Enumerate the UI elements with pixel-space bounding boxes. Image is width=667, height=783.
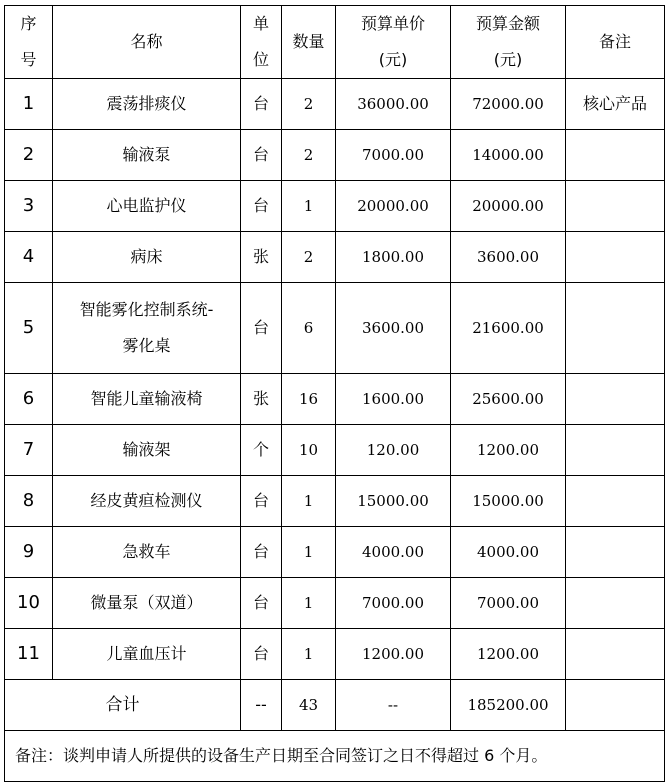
cell-qty: 2 — [282, 79, 336, 130]
cell-price: 1800.00 — [336, 232, 451, 283]
cell-qty: 1 — [282, 578, 336, 629]
cell-seq: 1 — [5, 79, 53, 130]
total-remark — [566, 680, 665, 731]
header-seq: 序 号 — [5, 6, 53, 79]
cell-qty: 2 — [282, 130, 336, 181]
table-row — [5, 181, 665, 232]
cell-amount: 4000.00 — [451, 527, 566, 578]
cell-name: 输液架 — [53, 425, 241, 476]
cell-amount: 20000.00 — [451, 181, 566, 232]
table-row — [5, 130, 665, 181]
cell-qty: 6 — [282, 283, 336, 374]
table-row — [5, 232, 665, 283]
cell-remark — [566, 425, 665, 476]
header-price: 预算单价 (元) — [336, 6, 451, 79]
cell-qty: 1 — [282, 181, 336, 232]
cell-price: 15000.00 — [336, 476, 451, 527]
table-row — [5, 79, 665, 130]
cell-unit: 台 — [241, 629, 282, 680]
table-row — [5, 283, 665, 374]
cell-name: 急救车 — [53, 527, 241, 578]
cell-unit: 台 — [241, 283, 282, 374]
table-row — [5, 425, 665, 476]
cell-name: 经皮黄疸检测仪 — [53, 476, 241, 527]
cell-seq: 6 — [5, 374, 53, 425]
cell-remark: 核心产品 — [566, 79, 665, 130]
cell-qty: 1 — [282, 527, 336, 578]
table-row — [5, 527, 665, 578]
cell-price: 4000.00 — [336, 527, 451, 578]
total-label: 合计 — [5, 680, 241, 731]
cell-amount: 7000.00 — [451, 578, 566, 629]
cell-unit: 张 — [241, 232, 282, 283]
cell-qty: 16 — [282, 374, 336, 425]
cell-amount: 14000.00 — [451, 130, 566, 181]
cell-amount: 15000.00 — [451, 476, 566, 527]
cell-unit: 台 — [241, 476, 282, 527]
cell-qty: 10 — [282, 425, 336, 476]
cell-unit: 台 — [241, 527, 282, 578]
cell-name: 微量泵（双道） — [53, 578, 241, 629]
cell-unit: 台 — [241, 130, 282, 181]
cell-price: 7000.00 — [336, 130, 451, 181]
cell-price: 3600.00 — [336, 283, 451, 374]
cell-name: 输液泵 — [53, 130, 241, 181]
cell-remark — [566, 232, 665, 283]
note-row — [5, 731, 665, 782]
cell-remark — [566, 629, 665, 680]
cell-amount: 25600.00 — [451, 374, 566, 425]
header-row — [5, 6, 665, 79]
cell-seq: 3 — [5, 181, 53, 232]
cell-name: 病床 — [53, 232, 241, 283]
cell-seq: 8 — [5, 476, 53, 527]
cell-name: 儿童血压计 — [53, 629, 241, 680]
cell-name: 震荡排痰仪 — [53, 79, 241, 130]
cell-price: 20000.00 — [336, 181, 451, 232]
cell-price: 120.00 — [336, 425, 451, 476]
cell-price: 1600.00 — [336, 374, 451, 425]
cell-remark — [566, 578, 665, 629]
cell-remark — [566, 283, 665, 374]
cell-unit: 张 — [241, 374, 282, 425]
cell-unit: 台 — [241, 79, 282, 130]
cell-price: 1200.00 — [336, 629, 451, 680]
total-qty: 43 — [282, 680, 336, 731]
cell-unit: 个 — [241, 425, 282, 476]
cell-name: 心电监护仪 — [53, 181, 241, 232]
cell-name: 智能雾化控制系统- 雾化桌 — [53, 283, 241, 374]
footnote: 备注：谈判申请人所提供的设备生产日期至合同签订之日不得超过 6 个月。 — [5, 731, 665, 782]
cell-amount: 1200.00 — [451, 425, 566, 476]
cell-amount: 72000.00 — [451, 79, 566, 130]
table-row — [5, 476, 665, 527]
cell-qty: 1 — [282, 629, 336, 680]
total-amount: 185200.00 — [451, 680, 566, 731]
cell-amount: 21600.00 — [451, 283, 566, 374]
total-row — [5, 680, 665, 731]
cell-amount: 3600.00 — [451, 232, 566, 283]
header-remark: 备注 — [566, 6, 665, 79]
cell-seq: 11 — [5, 629, 53, 680]
table-row — [5, 578, 665, 629]
cell-unit: 台 — [241, 578, 282, 629]
header-name: 名称 — [53, 6, 241, 79]
total-unit: -- — [241, 680, 282, 731]
cell-remark — [566, 527, 665, 578]
cell-seq: 4 — [5, 232, 53, 283]
cell-remark — [566, 374, 665, 425]
cell-qty: 1 — [282, 476, 336, 527]
table-row — [5, 629, 665, 680]
cell-price: 7000.00 — [336, 578, 451, 629]
budget-table — [4, 5, 665, 782]
cell-remark — [566, 181, 665, 232]
header-amount: 预算金额 (元) — [451, 6, 566, 79]
cell-seq: 9 — [5, 527, 53, 578]
cell-remark — [566, 476, 665, 527]
header-unit: 单 位 — [241, 6, 282, 79]
cell-seq: 7 — [5, 425, 53, 476]
cell-price: 36000.00 — [336, 79, 451, 130]
cell-remark — [566, 130, 665, 181]
cell-seq: 2 — [5, 130, 53, 181]
cell-qty: 2 — [282, 232, 336, 283]
cell-seq: 10 — [5, 578, 53, 629]
cell-seq: 5 — [5, 283, 53, 374]
cell-amount: 1200.00 — [451, 629, 566, 680]
header-qty: 数量 — [282, 6, 336, 79]
total-price: -- — [336, 680, 451, 731]
cell-unit: 台 — [241, 181, 282, 232]
table-row — [5, 374, 665, 425]
cell-name: 智能儿童输液椅 — [53, 374, 241, 425]
